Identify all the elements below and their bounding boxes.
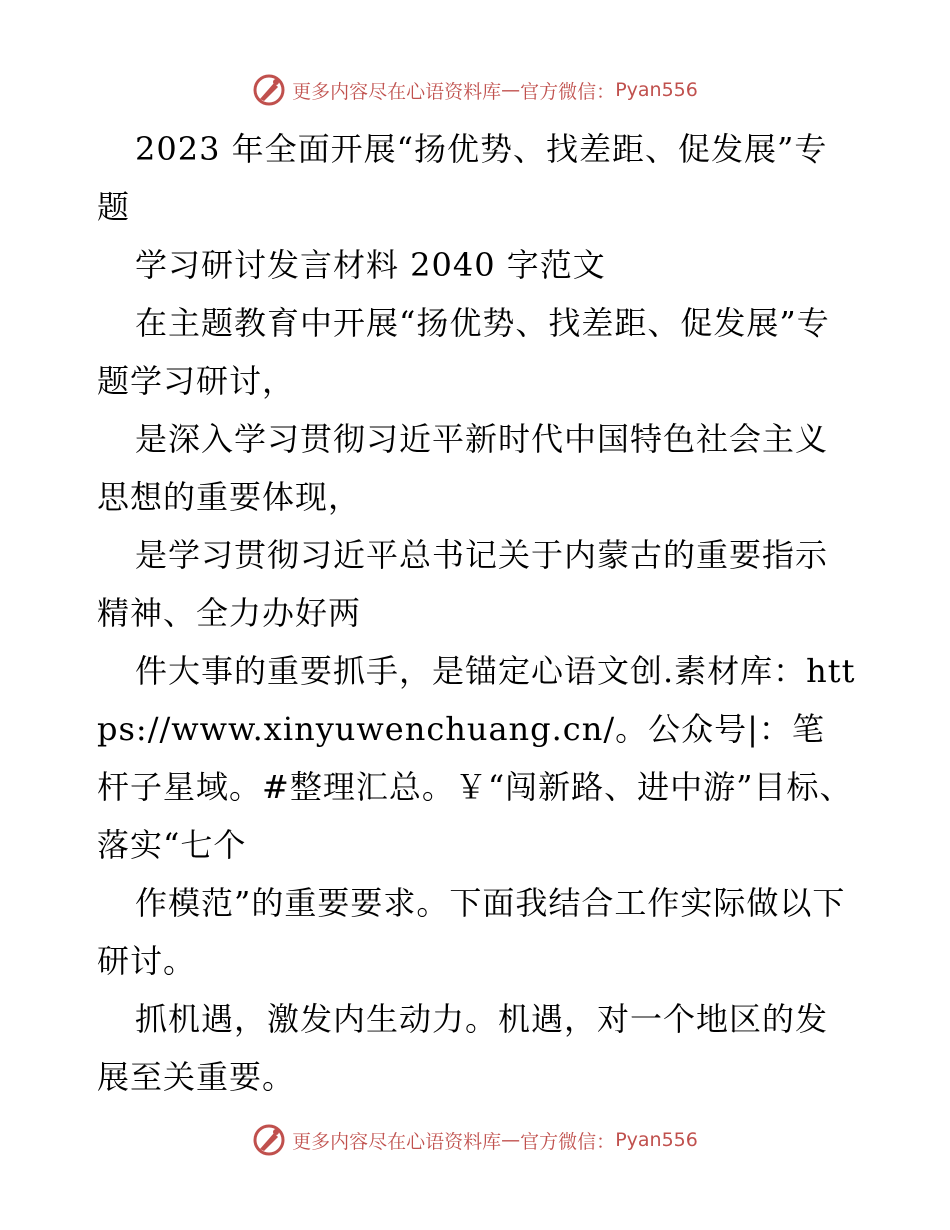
document-body xyxy=(97,120,857,1106)
banner-dash: — xyxy=(501,79,521,101)
body-paragraph: 在主题教育中开展“扬优势、找差距、促发展”专题学习研讨， xyxy=(97,304,830,400)
body-paragraph: 抓机遇，激发内生动力。机遇，对一个地区的发展至关重要。 xyxy=(97,1000,829,1096)
title-line-2: 学习研讨发言材料 2040 字范文 xyxy=(135,246,606,284)
body-paragraph: 件大事的重要抓手，是锚定心语文创.素材库：https://www.xinyuwenchuang.cn/。公众号|：笔杆子星域。#整理汇总。￥“闯新路、进中游”目标、落实“七个 xyxy=(97,652,856,864)
banner-wechat-label: 官方微信： xyxy=(520,1130,616,1153)
footer-banner xyxy=(0,1120,950,1160)
banner-wechat-label: 官方微信： xyxy=(520,80,616,103)
banner-wechat-id: Pyan556 xyxy=(615,1129,698,1151)
banner-main-text: 更多内容尽在心语资料库 xyxy=(292,1130,502,1153)
body-paragraph: 是深入学习贯彻习近平新时代中国特色社会主义思想的重要体现， xyxy=(97,420,829,516)
title-line-1: 2023 年全面开展“扬优势、找差距、促发展”专题 xyxy=(97,130,828,226)
body-paragraph: 作模范”的重要要求。下面我结合工作实际做以下研讨。 xyxy=(97,884,846,980)
pen-nib-logo-icon xyxy=(252,73,286,107)
banner-main-text: 更多内容尽在心语资料库 xyxy=(292,80,502,103)
body-paragraph: 是学习贯彻习近平总书记关于内蒙古的重要指示精神、全力办好两 xyxy=(97,536,829,632)
header-banner xyxy=(0,70,950,110)
pen-nib-logo-icon xyxy=(252,1123,286,1157)
banner-wechat-id: Pyan556 xyxy=(615,79,698,101)
banner-dash: — xyxy=(501,1129,521,1151)
